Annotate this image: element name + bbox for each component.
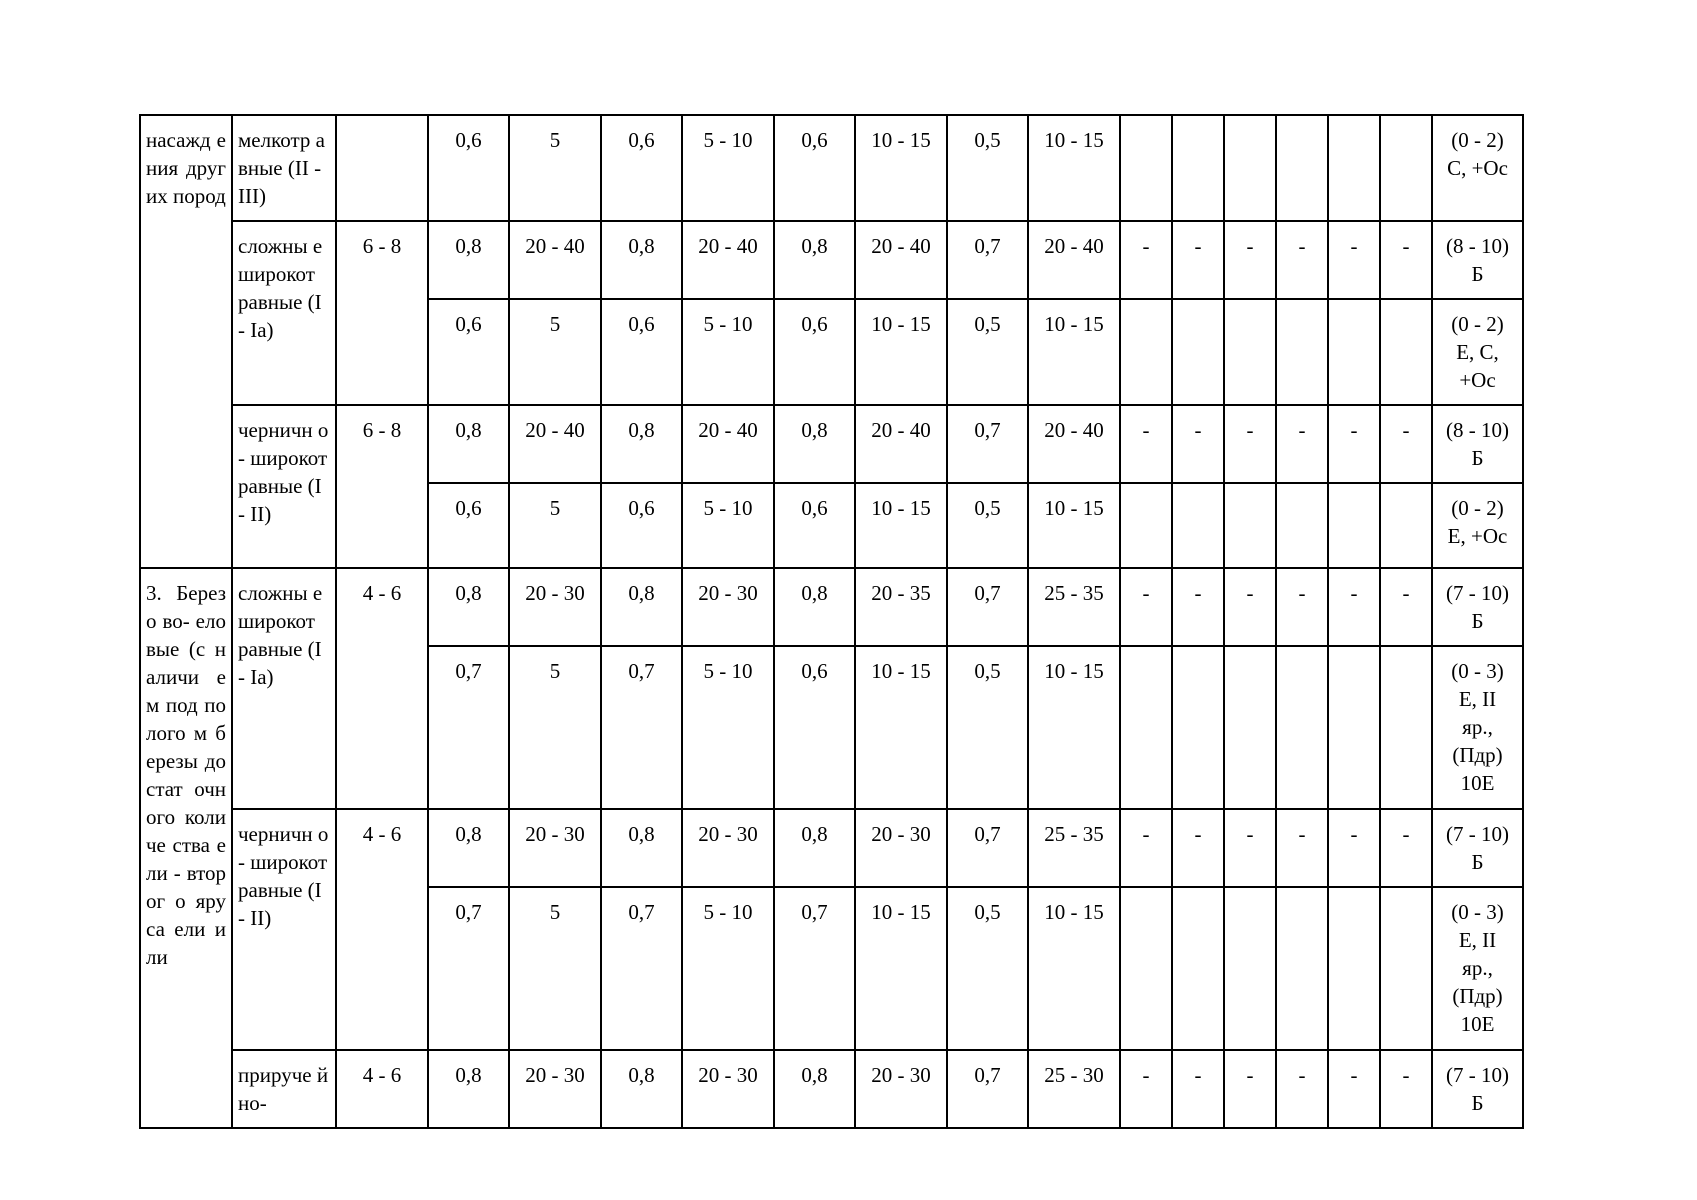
dash-cell: [1328, 115, 1380, 221]
composition-line: 10Е: [1460, 771, 1495, 795]
table-row: [140, 568, 1523, 646]
dash-cell: -: [1380, 221, 1432, 299]
composition-line: Б: [1471, 1091, 1484, 1115]
dash-cell: -: [1328, 221, 1380, 299]
forest-type-cell: приручe йно-: [232, 1050, 336, 1128]
dash-cell: -: [1380, 809, 1432, 887]
composition-cell: [1432, 1050, 1523, 1128]
dash-cell: -: [1172, 568, 1224, 646]
dash-cell: -: [1172, 405, 1224, 483]
table-row: [140, 809, 1523, 887]
value-cell: 10 - 15: [855, 887, 947, 1050]
age-range-cell: 4 - 6: [336, 809, 428, 1050]
value-cell: 20 - 30: [855, 809, 947, 887]
value-cell: 0,6: [774, 115, 855, 221]
composition-cell: [1432, 115, 1523, 221]
value-cell: 20 - 30: [509, 568, 601, 646]
value-cell: 10 - 15: [1028, 483, 1120, 568]
value-cell: 0,8: [428, 221, 509, 299]
composition-line: (7 - 10): [1446, 822, 1509, 846]
value-cell: 25 - 35: [1028, 568, 1120, 646]
dash-cell: [1380, 887, 1432, 1050]
value-cell: 0,6: [601, 115, 682, 221]
value-cell: 25 - 35: [1028, 809, 1120, 887]
value-cell: 20 - 40: [855, 405, 947, 483]
dash-cell: [1380, 299, 1432, 405]
dash-cell: [1120, 483, 1172, 568]
dash-cell: [1224, 646, 1276, 809]
value-cell: 0,8: [428, 1050, 509, 1128]
dash-cell: -: [1172, 809, 1224, 887]
composition-line: Б: [1471, 446, 1484, 470]
value-cell: 20 - 30: [682, 1050, 774, 1128]
dash-cell: [1224, 483, 1276, 568]
dash-cell: [1172, 887, 1224, 1050]
composition-line: (7 - 10): [1446, 1063, 1509, 1087]
value-cell: 5 - 10: [682, 887, 774, 1050]
value-cell: 0,5: [947, 115, 1028, 221]
composition-cell: [1432, 887, 1523, 1050]
dash-cell: -: [1120, 809, 1172, 887]
dash-cell: -: [1224, 405, 1276, 483]
dash-cell: [1380, 115, 1432, 221]
value-cell: 10 - 15: [855, 483, 947, 568]
value-cell: 0,8: [601, 568, 682, 646]
value-cell: 5 - 10: [682, 115, 774, 221]
dash-cell: [1276, 646, 1328, 809]
composition-line: +Ос: [1459, 368, 1496, 392]
value-cell: 20 - 40: [1028, 405, 1120, 483]
forest-type-cell: черничн о- широкот равные (I - II): [232, 405, 336, 568]
composition-line: С, +Ос: [1447, 156, 1508, 180]
composition-line: Е, II: [1458, 687, 1497, 711]
value-cell: 10 - 15: [1028, 115, 1120, 221]
dash-cell: -: [1120, 221, 1172, 299]
value-cell: 0,8: [774, 1050, 855, 1128]
composition-line: Е, С,: [1456, 340, 1499, 364]
value-cell: 25 - 30: [1028, 1050, 1120, 1128]
dash-cell: [1172, 115, 1224, 221]
forestry-data-table: [139, 114, 1524, 1129]
dash-cell: -: [1380, 1050, 1432, 1128]
value-cell: 5: [509, 483, 601, 568]
stand-group-cell: 3. Березо во- еловые (с наличи ем под полого м березы достат очного количе ства ели - второг о яруса ели или: [140, 568, 232, 1128]
value-cell: 0,7: [774, 887, 855, 1050]
dash-cell: [1276, 115, 1328, 221]
dash-cell: -: [1380, 568, 1432, 646]
composition-line: (0 - 2): [1451, 496, 1504, 520]
value-cell: 0,8: [601, 809, 682, 887]
value-cell: 0,8: [774, 809, 855, 887]
value-cell: 5 - 10: [682, 483, 774, 568]
dash-cell: -: [1224, 221, 1276, 299]
dash-cell: [1120, 646, 1172, 809]
value-cell: 20 - 30: [509, 809, 601, 887]
value-cell: 0,6: [774, 299, 855, 405]
value-cell: 20 - 40: [682, 221, 774, 299]
dash-cell: [1328, 299, 1380, 405]
dash-cell: [1120, 115, 1172, 221]
composition-cell: [1432, 299, 1523, 405]
dash-cell: -: [1224, 1050, 1276, 1128]
value-cell: 0,8: [428, 809, 509, 887]
value-cell: 20 - 35: [855, 568, 947, 646]
value-cell: 20 - 40: [682, 405, 774, 483]
composition-line: (7 - 10): [1446, 581, 1509, 605]
value-cell: 0,6: [428, 115, 509, 221]
composition-line: Б: [1471, 850, 1484, 874]
value-cell: 5: [509, 115, 601, 221]
table-row: [140, 1050, 1523, 1128]
dash-cell: [1380, 483, 1432, 568]
value-cell: 0,8: [428, 568, 509, 646]
value-cell: 5: [509, 646, 601, 809]
value-cell: 5 - 10: [682, 299, 774, 405]
value-cell: 0,7: [428, 646, 509, 809]
composition-cell: [1432, 221, 1523, 299]
composition-line: Б: [1471, 262, 1484, 286]
value-cell: 20 - 30: [509, 1050, 601, 1128]
value-cell: 0,8: [774, 568, 855, 646]
dash-cell: [1276, 483, 1328, 568]
dash-cell: -: [1328, 568, 1380, 646]
value-cell: 0,8: [774, 221, 855, 299]
value-cell: 20 - 40: [509, 221, 601, 299]
composition-line: (0 - 3): [1451, 659, 1504, 683]
value-cell: 0,5: [947, 483, 1028, 568]
composition-line: (0 - 3): [1451, 900, 1504, 924]
value-cell: 0,7: [947, 1050, 1028, 1128]
composition-line: (0 - 2): [1451, 128, 1504, 152]
composition-line: Б: [1471, 609, 1484, 633]
stand-group-cell: насажд ения других пород: [140, 115, 232, 568]
value-cell: 0,6: [601, 483, 682, 568]
value-cell: 0,7: [947, 568, 1028, 646]
composition-cell: [1432, 568, 1523, 646]
composition-line: Е, II: [1458, 928, 1497, 952]
age-range-cell: 6 - 8: [336, 405, 428, 568]
table-body: [140, 115, 1523, 1128]
composition-cell: [1432, 809, 1523, 887]
forest-type-cell: черничн о- широкот равные (I - II): [232, 809, 336, 1050]
composition-line: 10Е: [1460, 1012, 1495, 1036]
value-cell: 10 - 15: [855, 646, 947, 809]
dash-cell: -: [1380, 405, 1432, 483]
value-cell: 20 - 40: [1028, 221, 1120, 299]
value-cell: 0,8: [601, 405, 682, 483]
age-range-cell: 4 - 6: [336, 568, 428, 809]
composition-line: яр.,: [1462, 956, 1493, 980]
value-cell: 0,7: [947, 809, 1028, 887]
value-cell: 20 - 30: [855, 1050, 947, 1128]
composition-line: (Пдр): [1452, 984, 1503, 1008]
dash-cell: [1224, 115, 1276, 221]
composition-line: яр.,: [1462, 715, 1493, 739]
value-cell: 0,5: [947, 887, 1028, 1050]
dash-cell: [1172, 646, 1224, 809]
value-cell: 0,6: [774, 646, 855, 809]
composition-cell: [1432, 483, 1523, 568]
dash-cell: [1328, 483, 1380, 568]
age-range-cell: [336, 115, 428, 221]
value-cell: 20 - 40: [855, 221, 947, 299]
composition-cell: [1432, 405, 1523, 483]
dash-cell: -: [1172, 1050, 1224, 1128]
dash-cell: [1380, 646, 1432, 809]
value-cell: 0,8: [601, 1050, 682, 1128]
value-cell: 0,6: [428, 299, 509, 405]
dash-cell: -: [1224, 568, 1276, 646]
table-row: [140, 115, 1523, 221]
value-cell: 20 - 30: [682, 568, 774, 646]
composition-line: Е, +Ос: [1447, 524, 1508, 548]
composition-line: (0 - 2): [1451, 312, 1504, 336]
dash-cell: [1172, 483, 1224, 568]
dash-cell: -: [1276, 221, 1328, 299]
dash-cell: [1328, 887, 1380, 1050]
dash-cell: -: [1120, 1050, 1172, 1128]
dash-cell: -: [1276, 405, 1328, 483]
value-cell: 0,7: [947, 405, 1028, 483]
dash-cell: -: [1276, 1050, 1328, 1128]
value-cell: 0,7: [601, 646, 682, 809]
value-cell: 5: [509, 887, 601, 1050]
composition-line: (8 - 10): [1446, 234, 1509, 258]
value-cell: 10 - 15: [1028, 887, 1120, 1050]
dash-cell: -: [1120, 405, 1172, 483]
forest-type-cell: мелкотр авные (II - III): [232, 115, 336, 221]
value-cell: 0,7: [428, 887, 509, 1050]
dash-cell: -: [1120, 568, 1172, 646]
dash-cell: [1328, 646, 1380, 809]
value-cell: 0,8: [428, 405, 509, 483]
table-row: [140, 221, 1523, 299]
dash-cell: -: [1224, 809, 1276, 887]
value-cell: 5: [509, 299, 601, 405]
value-cell: 0,6: [601, 299, 682, 405]
value-cell: 0,8: [774, 405, 855, 483]
value-cell: 10 - 15: [855, 115, 947, 221]
value-cell: 0,8: [601, 221, 682, 299]
value-cell: 10 - 15: [855, 299, 947, 405]
dash-cell: [1276, 887, 1328, 1050]
value-cell: 5 - 10: [682, 646, 774, 809]
value-cell: 10 - 15: [1028, 299, 1120, 405]
forest-type-cell: сложны е широкот равные (I - Iа): [232, 568, 336, 809]
composition-line: (Пдр): [1452, 743, 1503, 767]
value-cell: 0,7: [601, 887, 682, 1050]
value-cell: 10 - 15: [1028, 646, 1120, 809]
dash-cell: -: [1172, 221, 1224, 299]
value-cell: 20 - 30: [682, 809, 774, 887]
table-row: [140, 405, 1523, 483]
dash-cell: -: [1276, 809, 1328, 887]
value-cell: 0,7: [947, 221, 1028, 299]
value-cell: 0,6: [428, 483, 509, 568]
dash-cell: [1172, 299, 1224, 405]
dash-cell: -: [1328, 405, 1380, 483]
composition-cell: [1432, 646, 1523, 809]
dash-cell: -: [1328, 809, 1380, 887]
dash-cell: [1224, 299, 1276, 405]
dash-cell: -: [1328, 1050, 1380, 1128]
dash-cell: -: [1276, 568, 1328, 646]
forest-type-cell: сложны е широкот равные (I - Iа): [232, 221, 336, 405]
dash-cell: [1120, 299, 1172, 405]
age-range-cell: 6 - 8: [336, 221, 428, 405]
dash-cell: [1224, 887, 1276, 1050]
composition-line: (8 - 10): [1446, 418, 1509, 442]
value-cell: 0,5: [947, 299, 1028, 405]
value-cell: 0,6: [774, 483, 855, 568]
dash-cell: [1276, 299, 1328, 405]
value-cell: 0,5: [947, 646, 1028, 809]
value-cell: 20 - 40: [509, 405, 601, 483]
age-range-cell: 4 - 6: [336, 1050, 428, 1128]
dash-cell: [1120, 887, 1172, 1050]
